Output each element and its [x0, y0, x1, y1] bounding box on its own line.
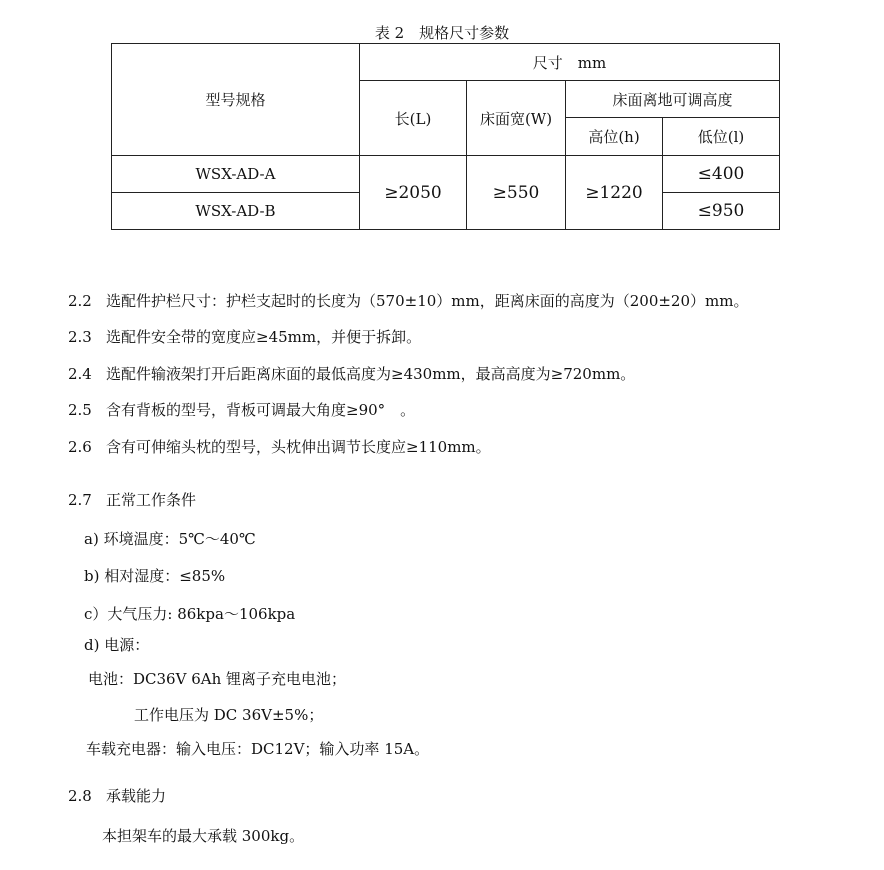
- section-2-2: [68, 290, 748, 311]
- capacity-text: 本担架车的最大承载 300kg。: [102, 827, 305, 845]
- section-number: 2.4: [68, 365, 92, 383]
- header-low: 低位(l): [663, 118, 780, 156]
- section-number: 2.3: [68, 328, 92, 346]
- header-size: 尺寸 mm: [360, 44, 780, 81]
- section-number: 2.8: [68, 787, 92, 805]
- section-number: 2.5: [68, 401, 92, 419]
- condition-power: d) 电源：: [84, 636, 150, 654]
- row-model-a: WSX-AD-A: [112, 156, 360, 193]
- section-text: 选配件输液架打开后距离床面的最低高度为≥430mm，最高高度为≥720mm。: [106, 365, 636, 383]
- condition-voltage: 工作电压为 DC 36V±5%；: [134, 706, 324, 724]
- section-2-8: [68, 785, 166, 806]
- header-length: 长(L): [360, 81, 467, 156]
- header-model: 型号规格: [112, 44, 360, 156]
- row-model-b: WSX-AD-B: [112, 193, 360, 230]
- row-low-b: ≤950: [663, 193, 780, 230]
- section-2-5: [68, 399, 415, 420]
- table-caption: 表 2 规格尺寸参数: [374, 24, 510, 42]
- condition-temperature: a) 环境温度：5℃～40℃: [84, 530, 256, 548]
- header-height-group: 床面离地可调高度: [566, 81, 780, 118]
- header-high: 高位(h): [566, 118, 663, 156]
- section-2-3: [68, 326, 421, 347]
- section-2-6: [68, 436, 491, 457]
- section-text: 含有可伸缩头枕的型号，头枕伸出调节长度应≥110mm。: [106, 438, 491, 456]
- header-width: 床面宽(W): [467, 81, 566, 156]
- condition-charger: 车载充电器：输入电压：DC12V；输入功率 15A。: [86, 740, 430, 758]
- cell-high: ≥1220: [566, 156, 663, 230]
- condition-humidity: b) 相对湿度：≤85%: [84, 567, 226, 585]
- cell-width: ≥550: [467, 156, 566, 230]
- row-low-a: ≤400: [663, 156, 780, 193]
- section-2-4: [68, 363, 635, 384]
- cell-length: ≥2050: [360, 156, 467, 230]
- section-heading: 正常工作条件: [106, 491, 197, 509]
- section-number: 2.2: [68, 292, 92, 310]
- section-text: 选配件安全带的宽度应≥45mm，并便于拆卸。: [106, 328, 422, 346]
- condition-pressure: c）大气压力: 86kpa～106kpa: [84, 605, 296, 623]
- spec-table: [111, 43, 780, 230]
- section-number: 2.6: [68, 438, 92, 456]
- section-number: 2.7: [68, 491, 92, 509]
- section-heading: 承载能力: [106, 787, 167, 805]
- section-2-7: [68, 489, 196, 510]
- section-text: 选配件护栏尺寸：护栏支起时的长度为（570±10）mm，距离床面的高度为（200±20）mm。: [106, 292, 749, 310]
- condition-battery: 电池：DC36V 6Ah 锂离子充电电池；: [88, 670, 346, 688]
- section-text: 含有背板的型号，背板可调最大角度≥90° 。: [106, 401, 416, 419]
